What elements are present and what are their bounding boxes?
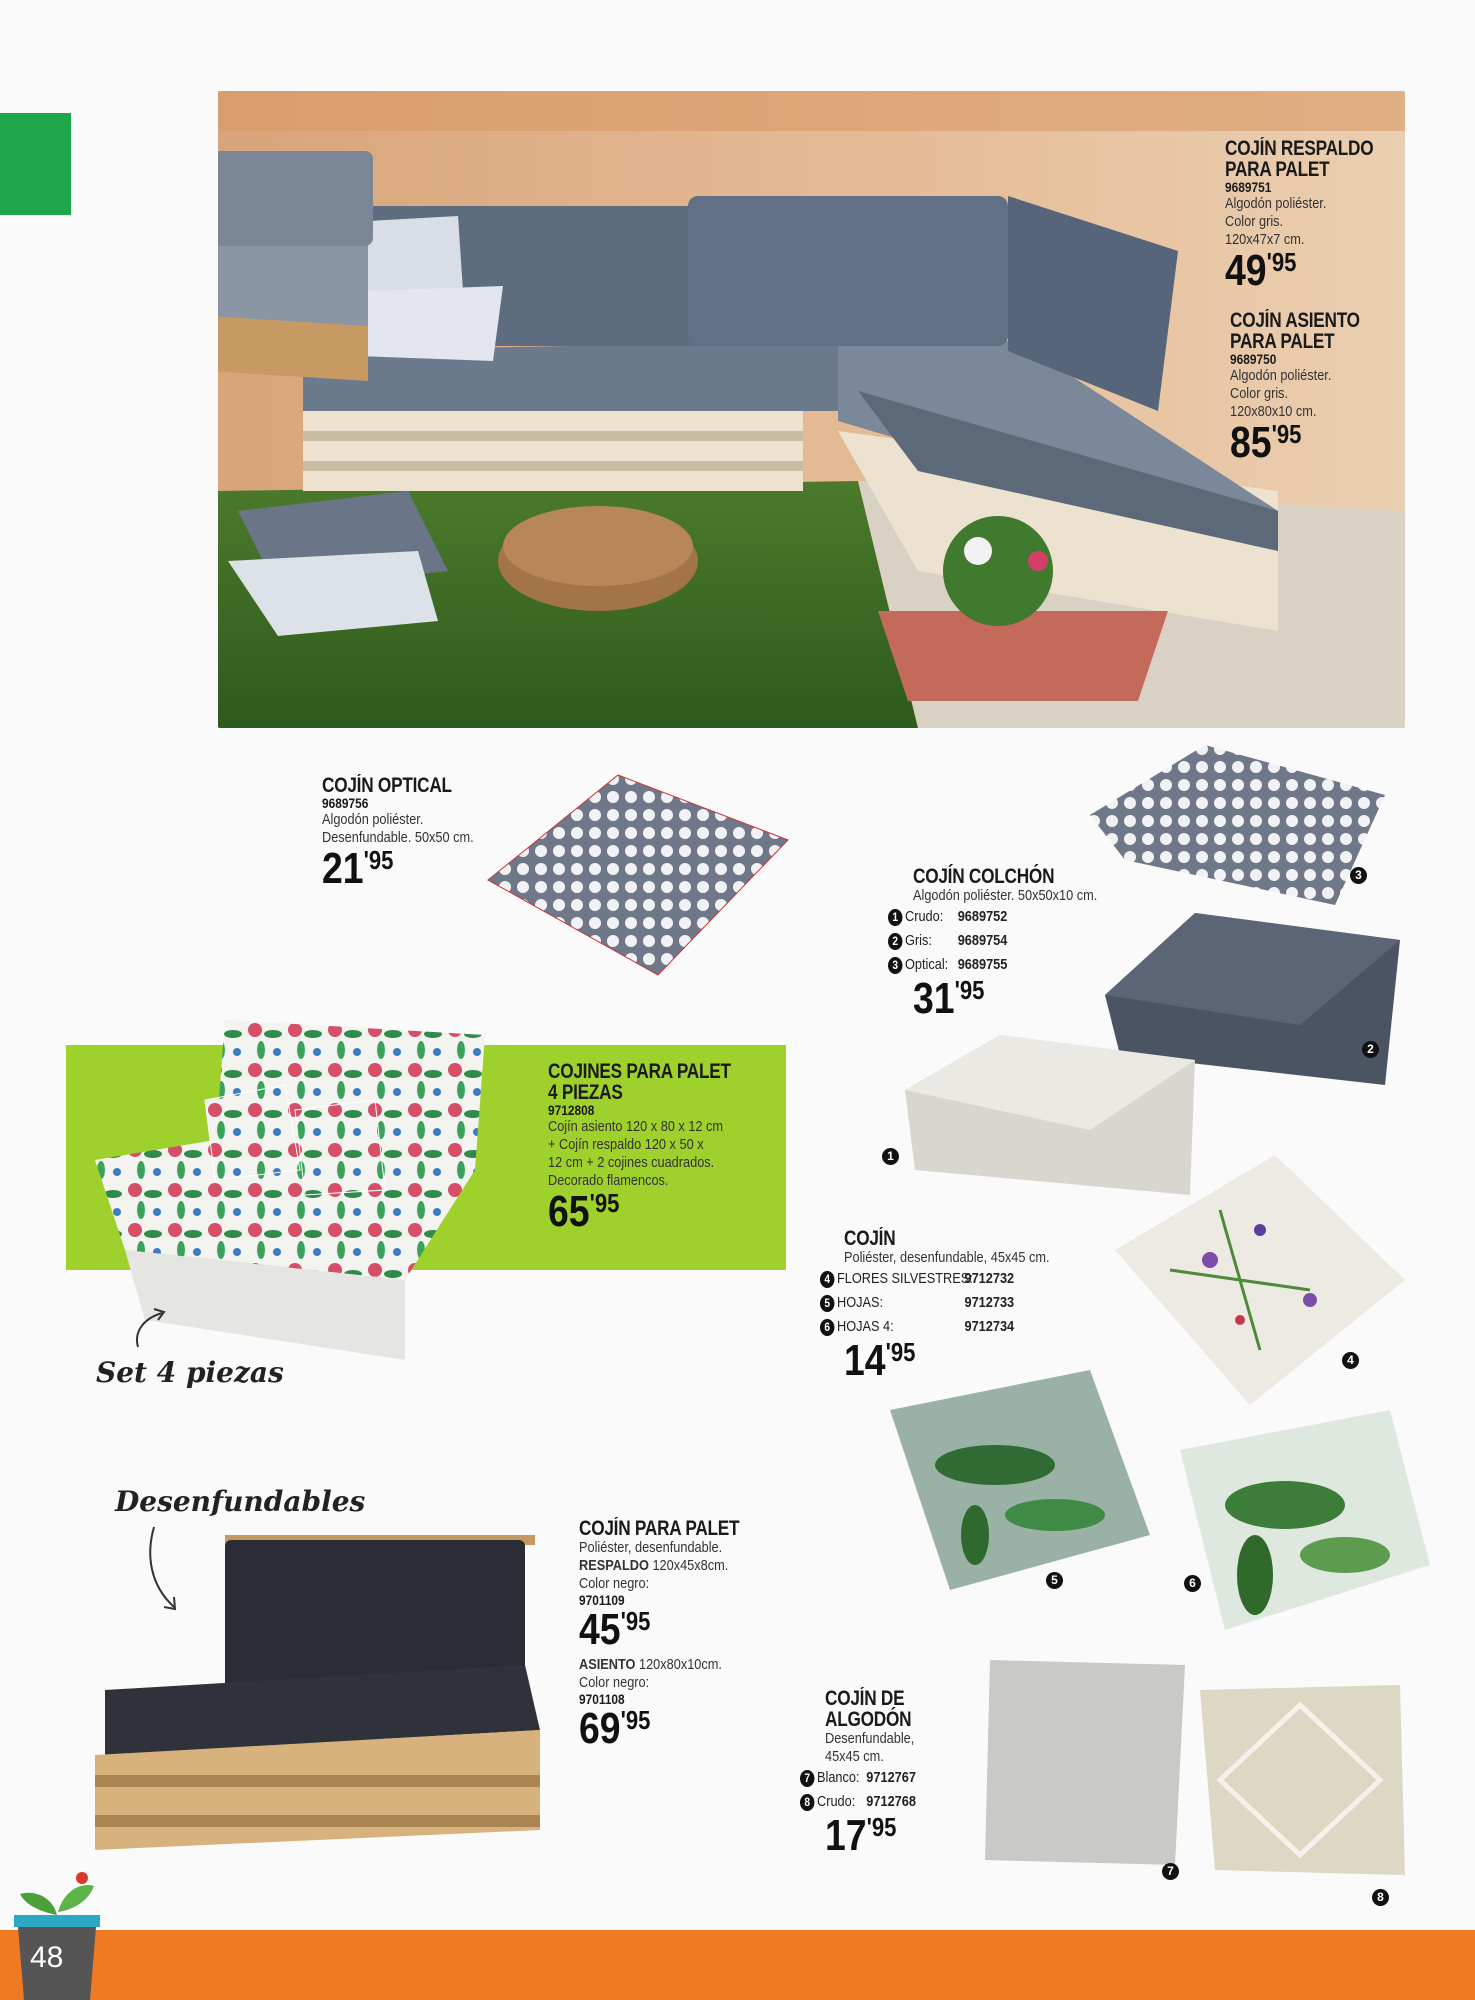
colchon-optical-image (1085, 740, 1395, 910)
asiento-title-line2: PARA PALET (1230, 330, 1335, 353)
num-marker: 6 (820, 1319, 834, 1336)
optical-block (322, 775, 500, 891)
algodon-blanco-image (980, 1655, 1190, 1870)
num-marker: 5 (820, 1295, 834, 1312)
variant-code: 9712734 (964, 1318, 1015, 1335)
algodon-title-line2: ALGODÓN (825, 1708, 912, 1731)
respaldo-desc-3: 120x47x7 cm. (1225, 231, 1305, 248)
algodon-price-dec: '95 (866, 1812, 897, 1842)
respaldo-code: 9689751 (1225, 179, 1272, 195)
colchon-price-int: 31 (913, 974, 955, 1023)
num-marker: 2 (888, 933, 902, 950)
desenfundables-tag: Desenfundables (115, 1485, 366, 1518)
asiento-label: ASIENTO (579, 1656, 636, 1673)
algodon-variant-7 (800, 1766, 916, 1790)
respaldo-desc-2: Color gris. (1225, 213, 1284, 230)
colchon-marker-3: 3 (1350, 867, 1367, 884)
palet4-block (548, 1061, 771, 1234)
paletcojin-block (579, 1518, 775, 1751)
optical-code: 9689756 (322, 795, 369, 811)
asiento-title-line1: COJÍN ASIENTO (1230, 309, 1360, 332)
variant-label: Optical: (905, 956, 949, 973)
paletcojin-asiento-color: Color negro: (579, 1674, 650, 1691)
palet4-desc-1: Cojín asiento 120 x 80 x 12 cm (548, 1118, 724, 1135)
paletcojin-respaldo-color: Color negro: (579, 1575, 650, 1592)
optical-cushion-image (478, 770, 798, 980)
optical-price-dec: '95 (363, 845, 394, 875)
paletcojin-asiento-line (579, 1656, 745, 1674)
algodon-marker-7: 7 (1162, 1863, 1179, 1880)
algodon-desc-1: Desenfundable, (825, 1730, 915, 1747)
cojin-title: COJÍN (844, 1227, 896, 1250)
variant-code: 9689752 (957, 908, 1008, 925)
hero-asiento-block (1230, 310, 1388, 465)
respaldo-price (1225, 246, 1379, 295)
algodon-marker-8: 8 (1372, 1889, 1389, 1906)
num-marker: 1 (888, 909, 902, 926)
num-marker: 7 (800, 1770, 814, 1787)
palet4-title-line2: 4 PIEZAS (548, 1081, 623, 1104)
paletcojin-asiento-code: 9701108 (579, 1691, 625, 1707)
colchon-variant-2 (888, 929, 1094, 953)
variant-label: HOJAS: (837, 1294, 884, 1311)
set-4-piezas-tag: Set 4 piezas (96, 1356, 284, 1389)
optical-desc-2: Desenfundable. 50x50 cm. (322, 829, 474, 846)
respaldo-size: 120x45x8cm. (652, 1557, 729, 1574)
asiento-price (1230, 418, 1365, 467)
palet4-desc-3: 12 cm + 2 cojines cuadrados. (548, 1154, 715, 1171)
respaldo-label: RESPALDO (579, 1557, 649, 1574)
variant-code: 9712733 (964, 1294, 1015, 1311)
paletcojin-respaldo-price (579, 1605, 745, 1654)
variant-code: 9689755 (957, 956, 1008, 973)
respaldo-title-line1: COJÍN RESPALDO (1225, 137, 1374, 160)
curved-arrow-icon (128, 1305, 178, 1350)
black-palet-sofa-image (95, 1530, 550, 1855)
colchon-marker-1: 1 (882, 1148, 899, 1165)
variant-code: 9712732 (964, 1270, 1015, 1287)
palet4-desc-2: + Cojín respaldo 120 x 50 x (548, 1136, 704, 1153)
asiento-price-dec: '95 (1271, 419, 1302, 449)
colchon-title: COJÍN COLCHÓN (913, 865, 1055, 888)
optical-price (322, 844, 474, 893)
asiento-desc-2: Color gris. (1230, 385, 1289, 402)
hojas4-cushion-image (1175, 1405, 1435, 1635)
algodon-price-int: 17 (825, 1811, 867, 1860)
num-marker: 3 (888, 957, 902, 974)
cojin-block (820, 1228, 1086, 1383)
respaldo-price-int: 45 (579, 1605, 621, 1654)
variant-label: HOJAS 4: (837, 1318, 894, 1335)
variant-code: 9712768 (866, 1793, 916, 1810)
optical-title: COJÍN OPTICAL (322, 774, 452, 797)
paletcojin-respaldo-code: 9701109 (579, 1592, 625, 1608)
variant-label: Crudo: (905, 908, 944, 925)
colchon-marker-2: 2 (1362, 1041, 1379, 1058)
respaldo-desc-1: Algodón poliéster. (1225, 195, 1327, 212)
flores-cushion-image (1110, 1150, 1410, 1410)
asiento-desc-1: Algodón poliéster. (1230, 367, 1332, 384)
algodon-desc-2: 45x45 cm. (825, 1748, 884, 1765)
algodon-title-line1: COJÍN DE (825, 1687, 905, 1710)
asiento-price-dec: '95 (620, 1705, 651, 1735)
optical-desc-1: Algodón poliéster. (322, 811, 424, 828)
colchon-price-dec: '95 (954, 975, 985, 1005)
colchon-variant-1 (888, 905, 1094, 929)
paletcojin-respaldo-line (579, 1557, 745, 1575)
cojin-price-int: 14 (844, 1336, 886, 1385)
algodon-crudo-image (1195, 1680, 1410, 1880)
cojin-marker-6: 6 (1184, 1575, 1201, 1592)
page-number: 48 (30, 1941, 64, 1974)
algodon-block (800, 1688, 936, 1858)
hojas-cushion-image (885, 1365, 1155, 1595)
cojin-marker-4: 4 (1342, 1352, 1359, 1369)
paletcojin-asiento-price (579, 1704, 745, 1753)
palet4-price (548, 1187, 737, 1236)
optical-price-int: 21 (322, 844, 364, 893)
asiento-size: 120x80x10cm. (638, 1656, 722, 1673)
hero-respaldo-block (1225, 138, 1406, 293)
plant-pot-logo-icon (12, 1860, 102, 2000)
paletcojin-desc: Poliéster, desenfundable. (579, 1539, 723, 1556)
respaldo-price-int: 49 (1225, 246, 1267, 295)
palet4-price-int: 65 (548, 1187, 590, 1236)
paletcojin-title: COJÍN PARA PALET (579, 1517, 740, 1540)
colchon-desc: Algodón poliéster. 50x50x10 cm. (913, 887, 1098, 904)
cojin-desc: Poliéster, desenfundable, 45x45 cm. (844, 1249, 1050, 1266)
variant-label: FLORES SILVESTRES: (837, 1270, 973, 1287)
variant-code: 9689754 (957, 932, 1008, 949)
cojin-variant-5 (820, 1291, 1046, 1315)
asiento-desc-3: 120x80x10 cm. (1230, 403, 1317, 420)
cojin-marker-5: 5 (1046, 1572, 1063, 1589)
respaldo-price-dec: '95 (1266, 247, 1297, 277)
palet4-price-dec: '95 (589, 1188, 620, 1218)
footer-orange-bar (0, 1930, 1475, 2000)
palet4-title-line1: COJINES PARA PALET (548, 1060, 731, 1083)
variant-label: Crudo: (817, 1793, 856, 1810)
cojin-variant-4 (820, 1267, 1046, 1291)
variant-code: 9712767 (866, 1769, 916, 1786)
palet4-desc-4: Decorado flamencos. (548, 1172, 669, 1189)
colchon-price (913, 974, 1097, 1023)
num-marker: 4 (820, 1271, 834, 1288)
asiento-price-int: 69 (579, 1704, 621, 1753)
respaldo-title-line2: PARA PALET (1225, 158, 1330, 181)
cojin-price-dec: '95 (885, 1337, 916, 1367)
palet4-code: 9712808 (548, 1102, 595, 1118)
variant-label: Gris: (905, 932, 932, 949)
green-side-tab (0, 113, 71, 215)
algodon-price (825, 1811, 920, 1860)
num-marker: 8 (800, 1794, 814, 1811)
asiento-price-int: 85 (1230, 418, 1272, 467)
respaldo-price-dec: '95 (620, 1606, 651, 1636)
variant-label: Blanco: (817, 1769, 860, 1786)
asiento-code: 9689750 (1230, 351, 1277, 367)
